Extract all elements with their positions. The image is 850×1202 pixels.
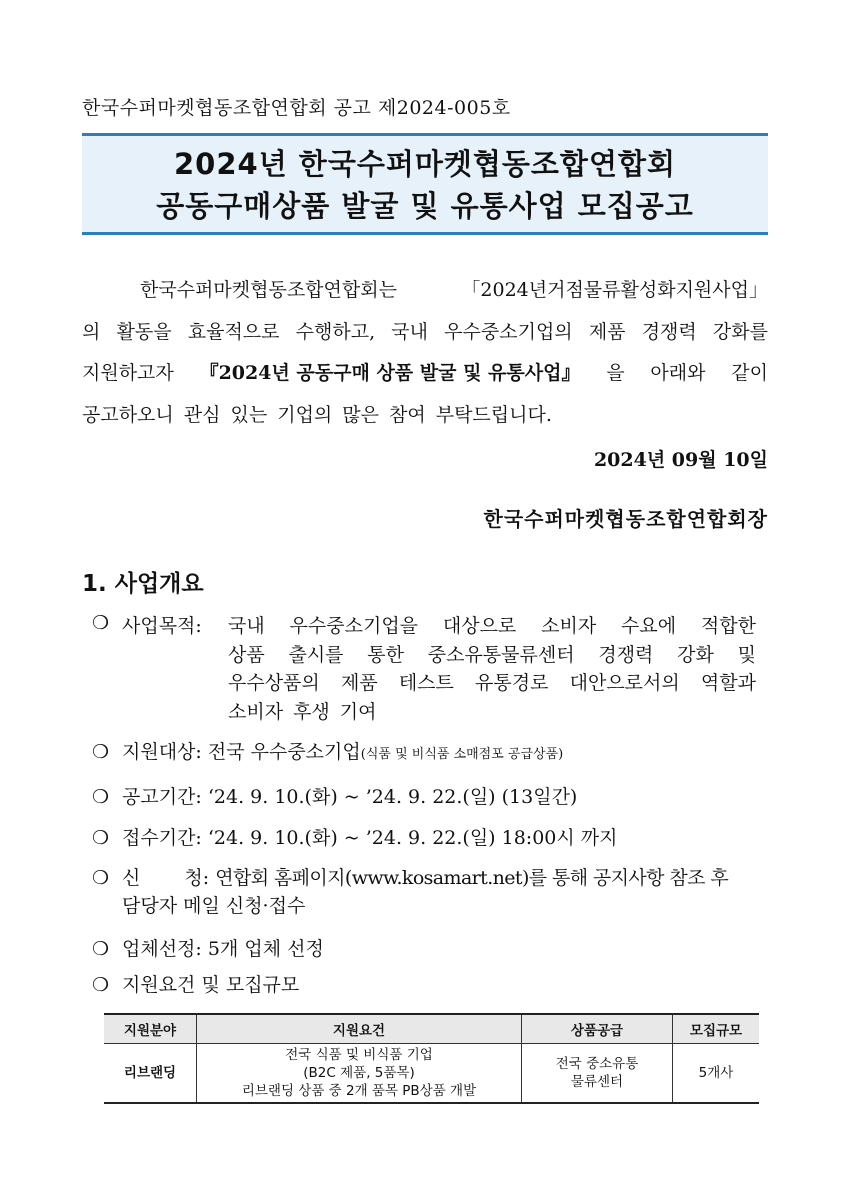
bullet-icon: ❍	[92, 867, 110, 889]
purpose-label: 사업목적:	[122, 615, 202, 637]
program-name: 『2024년 공동구매 상품 발굴 및 유통사업』	[199, 362, 581, 384]
purpose-word: 출시를	[288, 643, 344, 666]
purpose-word: 기여	[339, 700, 377, 723]
table-header: 상품공급	[522, 1014, 673, 1044]
intro-word: 있는	[230, 403, 268, 426]
purpose-word: 적합한	[700, 615, 756, 637]
table-row	[104, 1044, 759, 1104]
target-note: (식품 및 비식품 소매점포 공급상품)	[360, 747, 564, 762]
notice-period-item	[92, 782, 577, 809]
purpose-word: 우수중소기업을	[289, 615, 419, 637]
target-value: 전국 우수중소기업	[207, 741, 361, 763]
target-label: 지원대상:	[122, 741, 202, 763]
intro-line-3	[82, 353, 768, 395]
intro-word: 많은	[342, 403, 379, 426]
purpose-word: 수요에	[621, 615, 677, 637]
purpose-word: 제품	[340, 672, 378, 694]
intro-word: 강화를	[712, 320, 768, 343]
apply-item	[92, 864, 728, 920]
purpose-bullet-row	[92, 612, 122, 634]
purpose-line-1	[228, 612, 756, 641]
title-box	[82, 133, 768, 235]
requirement-line: 전국 식품 및 비식품 기업	[285, 1047, 433, 1063]
intro-word: 기업의	[277, 403, 333, 426]
bullet-icon: ❍	[92, 786, 110, 808]
purpose-word: 역할과	[700, 672, 756, 694]
requirements-item	[92, 970, 299, 997]
purpose-word: 상품	[228, 643, 265, 666]
intro-word: 국내	[391, 320, 429, 343]
requirements-table	[104, 1013, 759, 1104]
intro-word: 아래와	[650, 362, 706, 384]
intro-word: 제품	[588, 320, 626, 343]
table-header: 지원요건	[197, 1014, 522, 1044]
purpose-word: 중소유통물류센터	[427, 643, 575, 666]
intro-line-2	[82, 312, 768, 354]
purpose-line-2	[228, 641, 756, 670]
intro-word: 지원하고자	[82, 362, 174, 384]
intro-word: 공고하오니	[82, 403, 174, 426]
bullet-icon: ❍	[92, 741, 110, 763]
purpose-line-4	[228, 698, 756, 727]
purpose-text	[228, 612, 756, 726]
intro-word: 효율적으로	[187, 320, 280, 343]
requirement-line: (B2C 제품, 5품목)	[303, 1065, 415, 1081]
table-cell-scale: 5개사	[673, 1044, 760, 1104]
bullet-icon: ❍	[92, 612, 110, 634]
purpose-word: 국내	[228, 615, 265, 637]
purpose-word: 강화	[677, 643, 714, 666]
receipt-period-item	[92, 823, 618, 850]
selection-value: 5개 업체 선정	[207, 938, 324, 960]
selection-label: 업체선정:	[122, 938, 202, 960]
purpose-word: 대안으로서의	[569, 672, 680, 694]
bullet-icon: ❍	[92, 827, 110, 849]
table-cell-requirement	[197, 1044, 522, 1104]
intro-word: 의	[82, 320, 101, 343]
selection-item	[92, 934, 324, 961]
section-title: 1. 사업개요	[82, 571, 204, 597]
apply-label: 신 청:	[122, 867, 210, 889]
intro-word: 「2024년거점물류활성화지원사업」	[461, 279, 768, 301]
receipt-period-label: 접수기간:	[122, 827, 202, 849]
bullet-icon: ❍	[92, 974, 110, 996]
purpose-word: 소비자	[541, 615, 597, 637]
purpose-word: 유통경로	[475, 672, 549, 694]
intro-word: 같이	[731, 362, 768, 384]
apply-value-line-1: 연합회 홈페이지(www.kosamart.net)를 통해 공지사항 참조 후	[215, 867, 729, 889]
intro-word: 수행하고,	[295, 320, 376, 343]
intro-word: 참여	[389, 403, 426, 426]
requirements-label: 지원요건 및 모집규모	[122, 974, 300, 996]
notice-date: 2024년 09월 10일	[593, 449, 768, 471]
intro-word: 관심	[183, 403, 221, 426]
table-cell-field: 리브랜딩	[104, 1044, 197, 1104]
intro-word: 한국수퍼마켓협동조합연합회는	[140, 279, 397, 301]
requirement-line: 리브랜딩 상품 중 2개 품목 PB상품 개발	[241, 1083, 477, 1099]
table-header: 모집규모	[673, 1014, 760, 1044]
purpose-word: 후생	[293, 700, 330, 723]
target-item	[92, 737, 563, 764]
purpose-word: 대상으로	[442, 615, 517, 637]
intro-line-4	[82, 395, 768, 437]
intro-paragraph	[82, 270, 768, 436]
intro-line-1	[82, 270, 768, 312]
bullet-icon: ❍	[92, 938, 110, 960]
purpose-word: 소비자	[228, 700, 284, 723]
apply-value-line-2: 담당자 메일 신청·접수	[122, 895, 306, 917]
table-header-row	[104, 1014, 759, 1044]
notice-period-label: 공고기간:	[122, 786, 202, 808]
supply-line: 물류센터	[570, 1074, 624, 1090]
organization-signature: 한국수퍼마켓협동조합연합회장	[483, 507, 768, 531]
purpose-word: 통한	[367, 643, 404, 666]
intro-word: 을	[606, 362, 625, 384]
purpose-word: 및	[737, 643, 756, 666]
purpose-line-3	[228, 669, 756, 698]
table-cell-supply	[522, 1044, 673, 1104]
receipt-period-value: ‘24. 9. 10.(화) ~ ’24. 9. 22.(일) 18:00시 까지	[207, 827, 618, 849]
purpose-word: 경쟁력	[598, 643, 654, 666]
title-line-1: 2024년 한국수퍼마켓협동조합연합회	[173, 147, 676, 181]
intro-word: 활동을	[116, 320, 172, 343]
intro-word: 우수중소기업의	[444, 320, 573, 343]
intro-word: 부탁드립니다.	[435, 403, 552, 426]
notice-number: 한국수퍼마켓협동조합연합회 공고 제2024-005호	[82, 97, 511, 119]
title-line-2: 공동구매상품 발굴 및 유통사업 모집공고	[156, 189, 694, 223]
notice-period-value: ‘24. 9. 10.(화) ~ ’24. 9. 22.(일) (13일간)	[207, 786, 578, 808]
intro-word: 경쟁력	[641, 320, 697, 343]
supply-line: 전국 중소유통	[555, 1056, 639, 1072]
table-header: 지원분야	[104, 1014, 197, 1044]
purpose-word: 테스트	[398, 672, 454, 694]
purpose-word: 우수상품의	[228, 672, 320, 694]
